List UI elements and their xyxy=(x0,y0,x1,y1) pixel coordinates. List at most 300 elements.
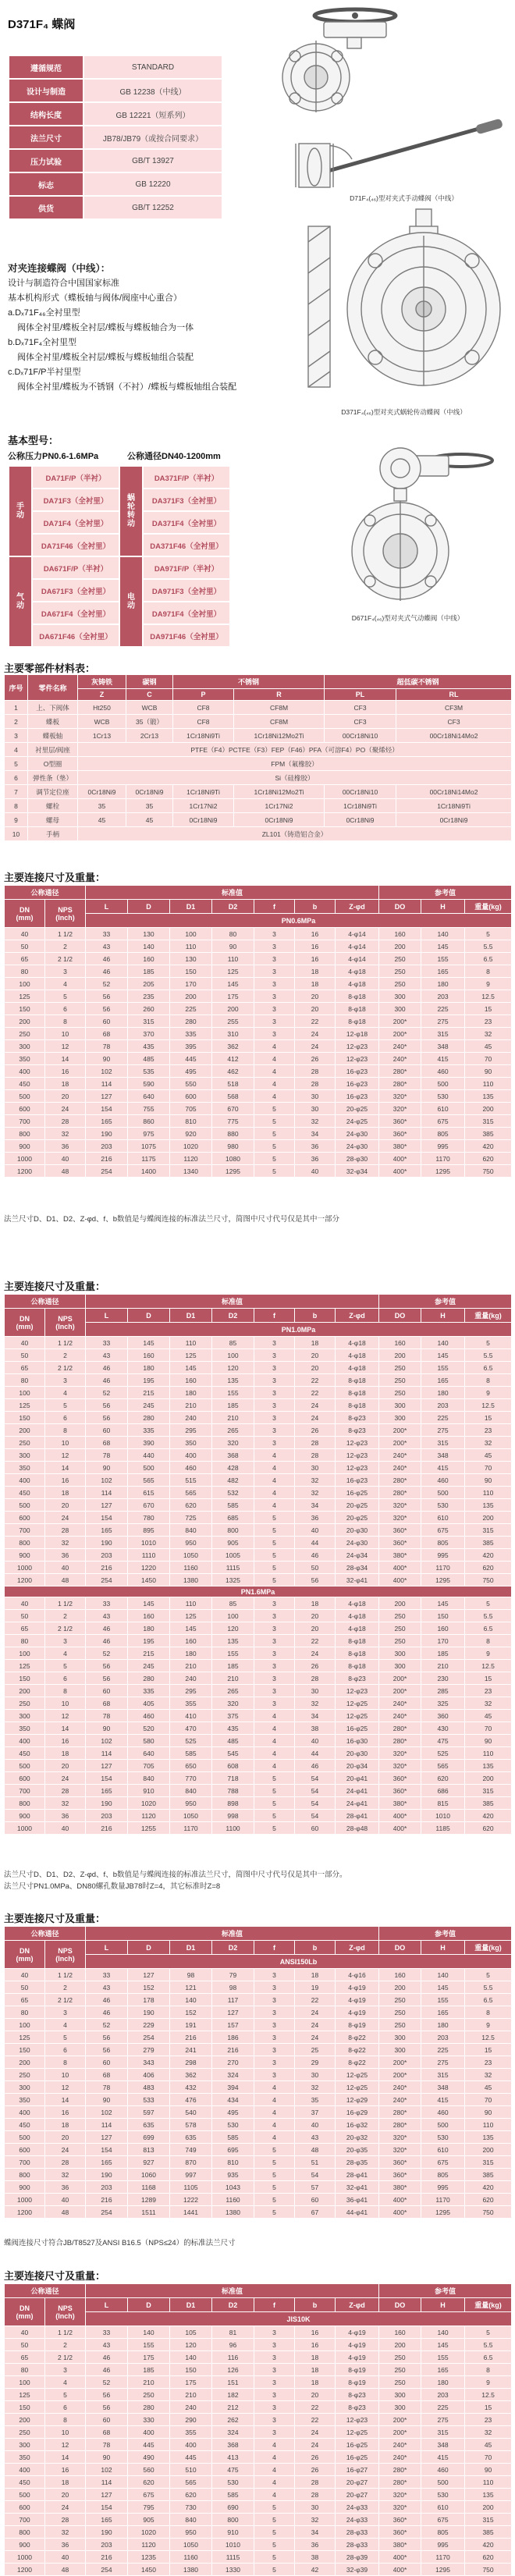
dim-value: 280* xyxy=(379,2464,421,2476)
dim-value: 90 xyxy=(86,1462,128,1474)
dim-value: 620 xyxy=(170,1499,212,1512)
dim-value: 40 xyxy=(5,2326,45,2339)
dim-value: 78 xyxy=(86,1040,128,1053)
dim-value: 90 xyxy=(212,940,254,953)
dim-data-row xyxy=(5,940,512,953)
material-value: 35 xyxy=(126,799,173,813)
dim-value: 1450 xyxy=(128,2564,170,2576)
part-name: O型圈 xyxy=(28,757,78,771)
dim-value: 6.5 xyxy=(465,1622,512,1635)
dim-value: 2 xyxy=(45,2339,86,2351)
dim-value: 635 xyxy=(170,2131,212,2144)
dim-data-row xyxy=(5,1337,512,1349)
dim-value: 150 xyxy=(5,1003,45,1015)
drive-type-label: 气 动 xyxy=(9,556,32,647)
dim-value: 135 xyxy=(465,1760,512,1772)
model-number: DA971F3（全衬里） xyxy=(143,579,230,602)
dim-value: 580 xyxy=(128,1735,170,1747)
dim-value: 175 xyxy=(212,990,254,1003)
dim-value: 450 xyxy=(5,1078,45,1090)
dim-value: 240 xyxy=(170,1672,212,1685)
dim-value: 120 xyxy=(212,1362,254,1374)
dim-value: 32 xyxy=(465,2426,512,2439)
dim-value: 16 xyxy=(295,928,336,940)
dim-value: 52 xyxy=(86,1387,128,1399)
dim-value: 350 xyxy=(5,1462,45,1474)
dim-value: 28 xyxy=(45,2156,86,2169)
dim-value: 165 xyxy=(86,1524,128,1537)
dim-value: 240 xyxy=(170,1412,212,1424)
dim-value: 14 xyxy=(45,1722,86,1735)
dim-value: 56 xyxy=(86,2401,128,2414)
dim-value: 3 xyxy=(254,990,295,1003)
standards-row xyxy=(9,79,222,102)
standards-label: 结构长度 xyxy=(9,102,83,126)
dim-value: 28 xyxy=(45,1524,86,1537)
dim-value: 12-φ23 xyxy=(336,1053,379,1065)
dim-value: 8 xyxy=(45,1424,86,1437)
material-value: 45 xyxy=(126,813,173,827)
dim-value: 3 xyxy=(254,1685,295,1697)
col-header: f xyxy=(254,900,295,914)
dim-value: 180 xyxy=(128,1362,170,1374)
dim-value: 28-φ41 xyxy=(336,2169,379,2181)
dim-value: 265 xyxy=(212,1685,254,1697)
dim-value: 4-φ18 xyxy=(336,1349,379,1362)
dim-value: 620 xyxy=(465,1562,512,1574)
dim-data-row xyxy=(5,1797,512,1810)
dim-value: 225 xyxy=(170,1003,212,1015)
dim-value: 135 xyxy=(465,2131,512,2144)
dim-value: 5 xyxy=(465,1597,512,1610)
dim-value: 200* xyxy=(379,1015,421,1028)
dim-value: 3 xyxy=(254,2351,295,2364)
material-value: CF3M xyxy=(396,701,512,715)
dim-value: 205 xyxy=(128,978,170,990)
dim-value: 12-φ23 xyxy=(336,1437,379,1449)
dim-value: 18 xyxy=(45,1747,86,1760)
dim-value: 32 xyxy=(295,2081,336,2094)
dim-value: 24 xyxy=(295,1040,336,1053)
col-header: Z-φd xyxy=(336,1941,379,1955)
col-header: NPS (Inch) xyxy=(45,2298,86,2326)
dim-value: 1200 xyxy=(5,2564,45,2576)
dim-value: 670 xyxy=(128,1499,170,1512)
dim-value: 4-φ19 xyxy=(336,1994,379,2006)
dim-value: 16-φ23 xyxy=(336,1474,379,1487)
col-header: b xyxy=(295,1941,336,1955)
dim-value: 28 xyxy=(45,2514,86,2526)
dim-value: 500 xyxy=(421,2476,465,2489)
dim-header-row xyxy=(5,900,512,914)
dim-value: 385 xyxy=(465,1128,512,1140)
page-title: D371F₄ 蝶阀 xyxy=(8,18,76,31)
col-header: D1 xyxy=(170,1941,212,1955)
dim-value: 4 xyxy=(45,1647,86,1660)
col-header: D1 xyxy=(170,900,212,914)
dim-value: 40 xyxy=(45,2194,86,2206)
dim-value: 315 xyxy=(421,2069,465,2081)
dim-value: 705 xyxy=(170,1103,212,1115)
dim-value: 300 xyxy=(379,1003,421,1015)
dim-value: 395 xyxy=(170,1040,212,1053)
dim-value: 20 xyxy=(295,990,336,1003)
dim-value: 3 xyxy=(254,2044,295,2056)
dim-value: 20-φ30 xyxy=(336,1747,379,1760)
dim-value: 16-φ23 xyxy=(336,1090,379,1103)
dim-data-row xyxy=(5,1710,512,1722)
dim-value: 600 xyxy=(5,1103,45,1115)
dim-value: 348 xyxy=(421,1449,465,1462)
dim-value: 16-φ27 xyxy=(336,2464,379,2476)
dim-value: 1170 xyxy=(421,1562,465,1574)
dim-value: 535 xyxy=(128,1065,170,1078)
material-value: CF8 xyxy=(173,701,234,715)
dim-value: 90 xyxy=(465,1735,512,1747)
dim-value: 46 xyxy=(86,2351,128,2364)
dim-value: 36 xyxy=(295,1512,336,1524)
dim-value: 203 xyxy=(421,2031,465,2044)
dim-value: 240* xyxy=(379,2094,421,2106)
dim-value: 620 xyxy=(128,2476,170,2489)
dim-value: 5 xyxy=(254,2169,295,2181)
dim-value: 406 xyxy=(128,2069,170,2081)
dim-value: 120 xyxy=(212,1622,254,1635)
dim-value: 4 xyxy=(254,1090,295,1103)
dim-value: 68 xyxy=(86,2069,128,2081)
dim-value: 98 xyxy=(212,1981,254,1994)
dim-value: 32-φ39 xyxy=(336,2564,379,2576)
dim-value: 4 xyxy=(254,1747,295,1760)
material-value: 1Cr17Ni2 xyxy=(173,799,234,813)
dim-value: 360 xyxy=(421,1710,465,1722)
dim-value: 730 xyxy=(170,2501,212,2514)
dim-data-row xyxy=(5,1028,512,1040)
dim-value: 240* xyxy=(379,1710,421,1722)
dim-value: 25 xyxy=(295,2044,336,2056)
dim-value: 50 xyxy=(5,1349,45,1362)
dim-value: 1075 xyxy=(128,1140,170,1153)
dim-value: 3 xyxy=(254,2376,295,2389)
dim-value: 5 xyxy=(254,1549,295,1562)
dim-value: 540 xyxy=(170,2106,212,2119)
dim-value: 56 xyxy=(86,1672,128,1685)
dim-value: 250 xyxy=(5,2069,45,2081)
dim-value: 20-φ25 xyxy=(336,1499,379,1512)
dim-value: 23 xyxy=(465,2056,512,2069)
dim-value: 400 xyxy=(5,1065,45,1078)
dim-data-row xyxy=(5,990,512,1003)
dim-value: 1380 xyxy=(212,2206,254,2219)
dim-data-row xyxy=(5,2551,512,2564)
dim-value: 114 xyxy=(86,2119,128,2131)
part-index: 5 xyxy=(5,757,28,771)
dim-value: 400* xyxy=(379,1562,421,1574)
dim-value: 4 xyxy=(254,2094,295,2106)
part-index: 6 xyxy=(5,771,28,785)
dim-value: 1441 xyxy=(170,2206,212,2219)
dim-value: 8-φ23 xyxy=(336,1672,379,1685)
dim-header-row xyxy=(5,1295,512,1309)
dim-value: 20 xyxy=(295,1362,336,1374)
dim-value: 585 xyxy=(170,1747,212,1760)
dim-value: 240* xyxy=(379,2081,421,2094)
dim-value: 8 xyxy=(465,1374,512,1387)
dim-value: 8-φ23 xyxy=(336,2401,379,2414)
dim-value: 98 xyxy=(170,1969,212,1981)
dim-value: 90 xyxy=(465,1065,512,1078)
dim-value: 32 xyxy=(465,1697,512,1710)
dim-value: 170 xyxy=(170,978,212,990)
dim-data-row xyxy=(5,1969,512,1981)
dim-value: 460 xyxy=(421,2106,465,2119)
dim-value: 254 xyxy=(86,2564,128,2576)
dim-value: 16-φ29 xyxy=(336,2106,379,2119)
dim-value: 90 xyxy=(465,1474,512,1487)
dim-value: 2 1/2 xyxy=(45,2351,86,2364)
dim-value: 600 xyxy=(5,2144,45,2156)
dim-value: 10 xyxy=(45,1697,86,1710)
col-header: f xyxy=(254,1309,295,1323)
material-value: CF8 xyxy=(173,715,234,729)
pressure-class-band: JIS10K xyxy=(86,2312,512,2326)
dim-value: 4 xyxy=(254,2476,295,2489)
dim-value: 348 xyxy=(421,2081,465,2094)
dim-value: 44 xyxy=(295,1747,336,1760)
dim-value: 5 xyxy=(254,1772,295,1785)
dim-value: 68 xyxy=(86,1697,128,1710)
dim-value: 157 xyxy=(212,2019,254,2031)
dim-value: 3 xyxy=(254,2389,295,2401)
dim-value: 200* xyxy=(379,1437,421,1449)
dim-value: 100 xyxy=(5,1647,45,1660)
dim-value: 3 xyxy=(254,1424,295,1437)
dim-data-row xyxy=(5,1735,512,1747)
materials-heading: 主要零部件材料表： xyxy=(4,663,96,674)
dim-value: 1105 xyxy=(170,2181,212,2194)
dim-value: 315 xyxy=(465,1115,512,1128)
dim-value: 1005 xyxy=(212,1549,254,1562)
dim-value: 16 xyxy=(45,1735,86,1747)
dim-value: 43 xyxy=(86,1349,128,1362)
dim-value: 160 xyxy=(128,953,170,965)
dim-value: 608 xyxy=(212,1760,254,1772)
dim-value: 350 xyxy=(5,2451,45,2464)
material-value: 35 xyxy=(78,799,126,813)
material-value: CF3 xyxy=(396,715,512,729)
dim-value: 435 xyxy=(212,1722,254,1735)
materials-header-row xyxy=(5,675,512,689)
dim-value: 295 xyxy=(170,1424,212,1437)
dim-data-row xyxy=(5,2056,512,2069)
part-index: 1 xyxy=(5,701,28,715)
dim-value: 33 xyxy=(86,928,128,940)
dim-value: 30 xyxy=(295,1090,336,1103)
dim-value: 180 xyxy=(170,1387,212,1399)
dim-value: 125 xyxy=(5,2389,45,2401)
dim-value: 362 xyxy=(170,2069,212,2081)
dim-value: 70 xyxy=(465,1053,512,1065)
dim-value: 16-φ25 xyxy=(336,2439,379,2451)
dim-value: 5 xyxy=(465,928,512,940)
col-header: Z-φd xyxy=(336,900,379,914)
dim-value: 20 xyxy=(45,2489,86,2501)
dim-value: 280* xyxy=(379,1722,421,1735)
dim-value: 320* xyxy=(379,2501,421,2514)
dim-value: 12-φ23 xyxy=(336,1449,379,1462)
dim-value: 20-φ30 xyxy=(336,1524,379,1537)
dim-value: 125 xyxy=(5,2031,45,2044)
dim-value: 250 xyxy=(5,1028,45,1040)
dim-value: 120 xyxy=(170,2339,212,2351)
models-row xyxy=(9,466,230,489)
dim-value: 578 xyxy=(170,2119,212,2131)
dim-value: 995 xyxy=(421,1549,465,1562)
dim-value: 510 xyxy=(170,2464,212,2476)
dim-value: 1000 xyxy=(5,1822,45,1835)
col-header: D2 xyxy=(212,900,254,914)
dim-value: 460 xyxy=(421,1474,465,1487)
dim-value: 6.5 xyxy=(465,953,512,965)
dim-value: 24 xyxy=(295,1028,336,1040)
dim-value: 3 xyxy=(254,1437,295,1449)
dim-value: 5 xyxy=(254,2156,295,2169)
dim-value: 895 xyxy=(128,1524,170,1537)
dim-value: 240 xyxy=(170,2401,212,2414)
dim-value: 1115 xyxy=(212,1562,254,1574)
dim-value: 110 xyxy=(465,2476,512,2489)
dim-value: 800 xyxy=(5,1537,45,1549)
col-group-header: 不锈钢 xyxy=(173,675,325,689)
dim-value: 1235 xyxy=(128,2551,170,2564)
dim-value: 385 xyxy=(465,1797,512,1810)
dim-value: 400 xyxy=(5,1474,45,1487)
dim-value: 16 xyxy=(45,1474,86,1487)
dim-value: 22 xyxy=(295,1994,336,2006)
dim-data-row xyxy=(5,1078,512,1090)
col-header: b xyxy=(295,1309,336,1323)
dim-value: 160 xyxy=(379,928,421,940)
dim-value: 8-φ18 xyxy=(336,1399,379,1412)
dim-value: 300 xyxy=(5,1449,45,1462)
materials-row xyxy=(5,729,512,743)
dim-value: 225 xyxy=(421,1003,465,1015)
handwheel-valve-drawing xyxy=(230,3,429,112)
col-header: DN (mm) xyxy=(5,2298,45,2326)
dim-value: 16 xyxy=(45,2464,86,2476)
dim-value: 840 xyxy=(170,2514,212,2526)
intro-line: 阀体全衬里/蝶板全衬层/蝶板与蝶板轴合为一体 xyxy=(17,323,194,332)
materials-row xyxy=(5,701,512,715)
dim-value: 12 xyxy=(45,1040,86,1053)
dim-value: 40 xyxy=(295,1524,336,1537)
dim-value: 182 xyxy=(212,2389,254,2401)
dim-value: 46 xyxy=(86,1362,128,1374)
dim-value: 10 xyxy=(45,1028,86,1040)
dim-value: 16 xyxy=(295,940,336,953)
dim-value: 80 xyxy=(212,928,254,940)
dim-value: 900 xyxy=(5,1140,45,1153)
dim-value: 20-φ35 xyxy=(336,2144,379,2156)
dim-value: 5 xyxy=(254,2181,295,2194)
dim-value: 200 xyxy=(5,1015,45,1028)
dim-value: 4 xyxy=(254,1078,295,1090)
dim-value: 35 xyxy=(295,2094,336,2106)
dim-value: 300 xyxy=(379,2044,421,2056)
dim-value: 54 xyxy=(295,1810,336,1822)
dim-value: 3 xyxy=(254,2019,295,2031)
dim-value: 23 xyxy=(465,1685,512,1697)
dim-value: 200 xyxy=(465,1512,512,1524)
dim-value: 210 xyxy=(170,2389,212,2401)
dim-value: 805 xyxy=(421,2169,465,2181)
dim-value: 420 xyxy=(465,2539,512,2551)
dim-value: 65 xyxy=(5,1362,45,1374)
dim-data-row xyxy=(5,1994,512,2006)
pneumatic-valve-caption: D671F₄(₄₆)型对夹式气动蝶阀（中线） xyxy=(351,614,464,622)
dim-value: 12.5 xyxy=(465,1660,512,1672)
dim-value: 20 xyxy=(295,1622,336,1635)
dim-value: 565 xyxy=(421,1760,465,1772)
dim-value: 160 xyxy=(379,2326,421,2339)
dim-value: 90 xyxy=(86,2451,128,2464)
dim-data-row xyxy=(5,1449,512,1462)
dim-value: 995 xyxy=(421,1140,465,1153)
dim-data-row xyxy=(5,1672,512,1685)
dim-value: 600 xyxy=(5,1512,45,1524)
dim-value: 125 xyxy=(5,1399,45,1412)
dim-value: 5 xyxy=(254,2551,295,2564)
dim-value: 343 xyxy=(128,2056,170,2069)
dim-value: 175 xyxy=(170,2376,212,2389)
dim-value: 1222 xyxy=(170,2194,212,2206)
dim-value: 100 xyxy=(212,1610,254,1622)
material-value: 1Cr18Ni9Ti xyxy=(396,799,512,813)
dim-value: 5 xyxy=(45,2031,86,2044)
models-heading: 基本型号： xyxy=(8,435,59,446)
dim-heading-2: 主要连接尺寸及重量： xyxy=(4,1281,106,1292)
dim-value: 1170 xyxy=(421,2194,465,2206)
dim-value: 5.5 xyxy=(465,1610,512,1622)
dim-value: 140 xyxy=(128,2326,170,2339)
dim-value: 430 xyxy=(421,1722,465,1735)
dim-value: 4-φ19 xyxy=(336,2326,379,2339)
dim-value: 210 xyxy=(421,1660,465,1672)
dim-value: 3 xyxy=(254,1597,295,1610)
dim-value: 400* xyxy=(379,1165,421,1178)
dim-value: 200 xyxy=(5,2414,45,2426)
dim-value: 54 xyxy=(295,1772,336,1785)
part-name: 弹性条（垫） xyxy=(28,771,78,785)
dimension-table xyxy=(4,1926,512,2219)
dim-value: 275 xyxy=(421,1424,465,1437)
dim-value: 127 xyxy=(86,1760,128,1772)
dim-value: 28 xyxy=(295,2489,336,2501)
dim-value: 20 xyxy=(45,1760,86,1772)
dim-value: 32 xyxy=(45,2526,86,2539)
dim-value: 51 xyxy=(295,2156,336,2169)
dim-value: 28-φ34 xyxy=(336,1562,379,1574)
dim-value: 4-φ18 xyxy=(336,978,379,990)
dim-value: 90 xyxy=(465,2106,512,2119)
dim-value: 24 xyxy=(295,2439,336,2451)
dim-value: 530 xyxy=(421,2131,465,2144)
dim-data-row xyxy=(5,1810,512,1822)
dim-value: 135 xyxy=(465,1499,512,1512)
dim-value: 46 xyxy=(86,2006,128,2019)
dim-value: 8-φ23 xyxy=(336,1424,379,1437)
dim-data-row xyxy=(5,965,512,978)
